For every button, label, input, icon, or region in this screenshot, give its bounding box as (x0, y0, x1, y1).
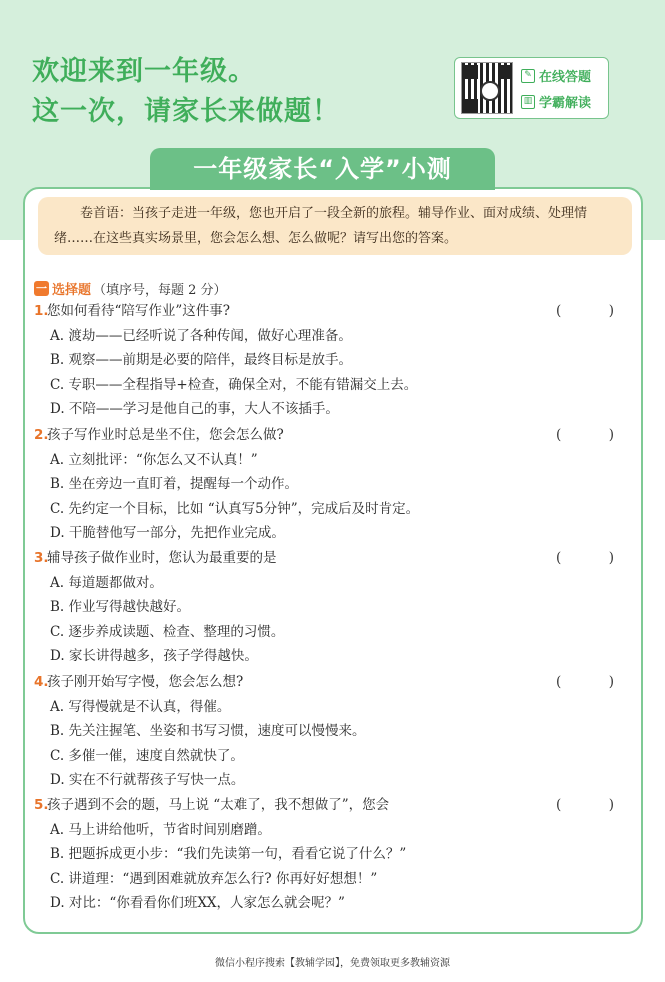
section-header (34, 279, 227, 298)
headline (32, 52, 340, 132)
section-note: （填序号，每题 2 分） (93, 283, 227, 298)
option: D. 不陪——学习是他自己的事，大人不该插手。 (50, 401, 339, 417)
option: C. 专职——全程指导+检查，确保全对，不能有错漏交上去。 (50, 376, 418, 393)
question-1 (34, 299, 614, 422)
option: A. 马上讲给他听，节省时间别磨蹭。 (50, 821, 271, 838)
answer-blank[interactable]: ( ) (556, 797, 614, 813)
option: C. 逐步养成读题、检查、整理的习惯。 (50, 623, 285, 640)
online-answer-link[interactable] (521, 66, 591, 85)
answer-blank[interactable]: ( ) (556, 550, 614, 566)
option: A. 渡劫——已经听说了各种传闻，做好心理准备。 (50, 327, 352, 344)
section-number: 一 (36, 282, 47, 295)
option: B. 坐在旁边一直盯着，提醒每一个动作。 (50, 476, 299, 492)
question-text: 辅导孩子做作业时，您认为最重要的是 (47, 550, 277, 566)
qr-code-icon[interactable] (461, 62, 513, 114)
intro-box: 卷首语：当孩子走进一年级，您也开启了一段全新的旅程。辅导作业、面对成绩、处理情绪……在这些真实场景里，您会怎么想、怎么做呢？请写出您的答案。 (38, 197, 632, 255)
question-2 (34, 423, 614, 546)
explain-link[interactable] (521, 92, 591, 111)
pencil-icon: ✎ (521, 69, 535, 83)
question-text: 孩子写作业时总是坐不住，您会怎么做? (47, 427, 284, 443)
question-text: 您如何看待“陪写作业”这件事? (47, 303, 231, 319)
answer-blank[interactable]: ( ) (556, 674, 614, 690)
option: A. 写得慢就是不认真，得催。 (50, 698, 231, 715)
option: D. 实在不行就帮孩子写快一点。 (50, 772, 245, 788)
option: C. 多催一催，速度自然就快了。 (50, 747, 244, 764)
option: D. 对比：“你看看你们班XX，人家怎么就会呢？” (50, 895, 345, 911)
question-number: 5. (34, 797, 49, 813)
question-number: 1. (34, 303, 49, 319)
option: B. 观察——前期是必要的陪伴，最终目标是放手。 (50, 352, 353, 368)
question-4 (34, 670, 614, 793)
question-text: 孩子刚开始写字慢，您会怎么想? (47, 674, 244, 690)
answer-blank[interactable]: ( ) (556, 303, 614, 319)
question-number: 4. (34, 674, 49, 690)
headline-line-1: 欢迎来到一年级。 (32, 56, 256, 87)
answer-blank[interactable]: ( ) (556, 427, 614, 443)
option: A. 每道题都做对。 (50, 574, 163, 591)
question-number: 2. (34, 427, 49, 443)
option: C. 先约定一个目标，比如 “认真写5分钟”，完成后及时肯定。 (50, 500, 420, 517)
question-3 (34, 546, 614, 669)
quiz-title: 一年级家长“入学”小测 (150, 148, 495, 190)
option: D. 家长讲得越多，孩子学得越快。 (50, 648, 258, 664)
qr-panel[interactable] (454, 57, 609, 119)
online-answer-label: 在线答题 (539, 70, 592, 85)
option: A. 立刻批评：“你怎么又不认真！” (50, 451, 258, 468)
explain-label: 学霸解读 (539, 96, 592, 111)
book-icon: ▥ (521, 95, 535, 109)
section-title: 选择题 (52, 283, 92, 298)
question-text: 孩子遇到不会的题，马上说 “太难了，我不想做了”，您会 (47, 797, 390, 813)
question-number: 3. (34, 550, 49, 566)
question-5 (34, 793, 614, 916)
option: C. 讲道理：“遇到困难就放弃怎么行? 你再好好想想！” (50, 870, 378, 887)
headline-line-2: 这一次，请家长来做题！ (32, 96, 340, 127)
option: B. 把题拆成更小步：“我们先读第一句，看看它说了什么？” (50, 846, 407, 862)
option: B. 作业写得越快越好。 (50, 599, 191, 615)
footer-text: 微信小程序搜索【教辅学园】，免费领取更多教辅资源 (215, 958, 450, 969)
option: D. 干脆替他写一部分，先把作业完成。 (50, 525, 285, 541)
option: B. 先关注握笔、坐姿和书写习惯，速度可以慢慢来。 (50, 723, 366, 739)
